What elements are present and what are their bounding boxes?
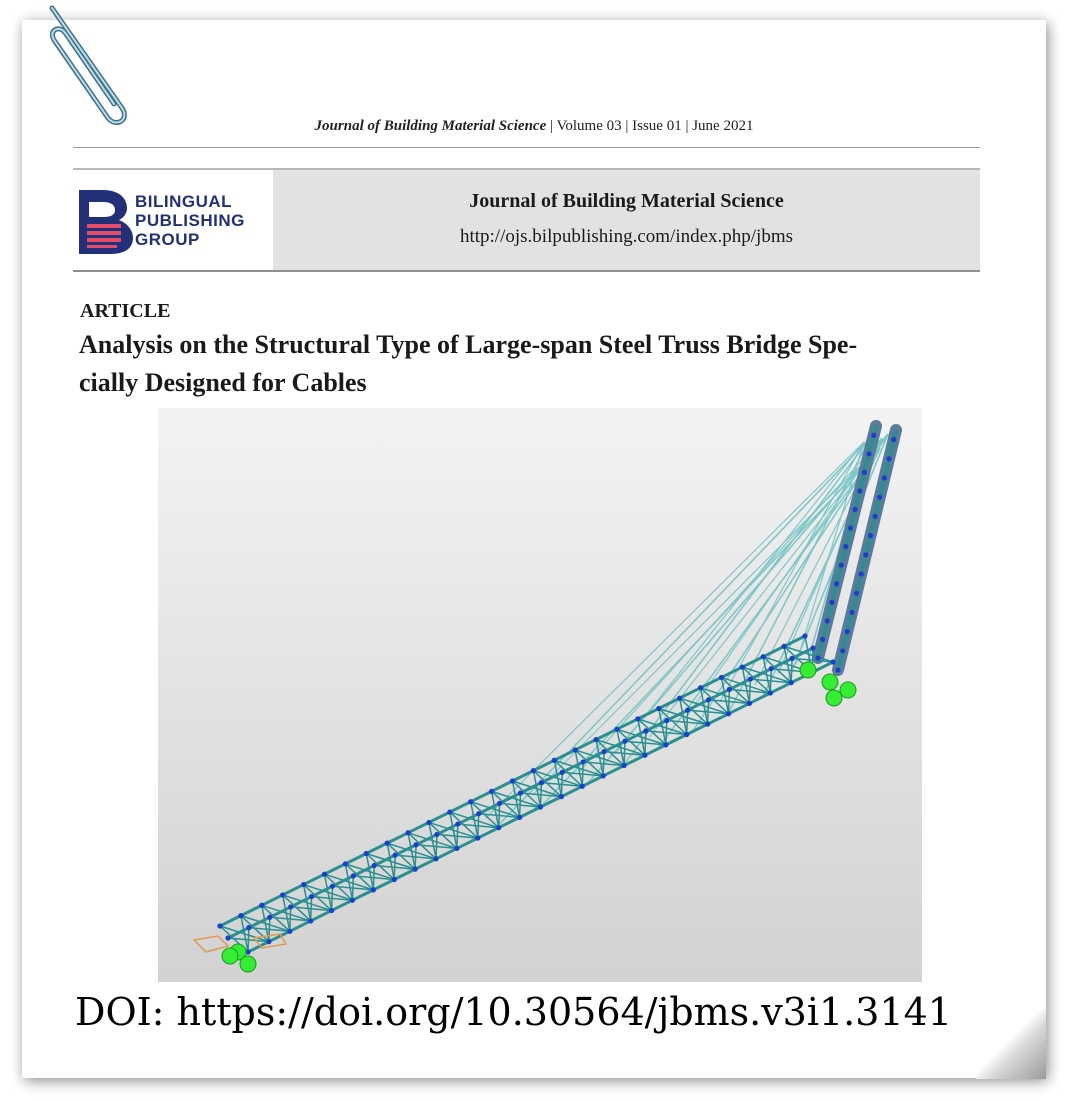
truss-node xyxy=(468,799,473,804)
article-title xyxy=(79,326,979,402)
truss-node xyxy=(454,846,459,851)
truss-diagonal xyxy=(770,669,771,693)
truss-node xyxy=(343,861,348,866)
pylon-node xyxy=(849,610,854,615)
truss-node xyxy=(761,654,766,659)
truss-node xyxy=(309,894,314,899)
truss-node xyxy=(330,884,335,889)
logo-line-1: BILINGUAL xyxy=(135,192,233,211)
truss-node xyxy=(656,706,661,711)
truss-diagonal xyxy=(561,772,562,796)
truss-node xyxy=(614,727,619,732)
truss-node xyxy=(531,768,536,773)
truss-node xyxy=(433,856,438,861)
truss-node xyxy=(790,656,795,661)
truss-diagonal xyxy=(457,824,458,848)
pylon-node xyxy=(839,563,844,568)
truss-node xyxy=(664,718,669,723)
truss-node xyxy=(287,929,292,934)
truss-node xyxy=(225,935,230,940)
truss-node xyxy=(217,923,222,928)
truss-diagonal xyxy=(687,710,688,734)
pylon-node xyxy=(882,475,887,480)
truss-node xyxy=(705,722,710,727)
truss-node xyxy=(266,939,271,944)
journal-url[interactable]: http://ojs.bilpublishing.com/index.php/jbms xyxy=(459,226,794,247)
pylon-node xyxy=(815,655,820,660)
support-node xyxy=(822,674,838,690)
pylon-node xyxy=(862,470,867,475)
support-node xyxy=(222,948,238,964)
truss-node xyxy=(393,853,398,858)
truss-node xyxy=(476,811,481,816)
truss-node xyxy=(621,763,626,768)
truss-node xyxy=(371,887,376,892)
truss-node xyxy=(372,863,377,868)
truss-node xyxy=(727,687,732,692)
truss-node xyxy=(643,728,648,733)
truss-node xyxy=(802,633,807,638)
truss-diagonal xyxy=(352,876,353,900)
truss-node xyxy=(740,664,745,669)
article-title-line-1: Analysis on the Structural Type of Large-span Steel Truss Bridge Spe- xyxy=(79,330,858,359)
support-node xyxy=(240,956,256,972)
truss-node xyxy=(426,820,431,825)
truss-node xyxy=(560,770,565,775)
publisher-logo-mark-icon xyxy=(77,186,137,256)
support-node xyxy=(840,682,856,698)
truss-node xyxy=(559,794,564,799)
truss-diagonal xyxy=(394,855,395,879)
truss-diagonal xyxy=(248,928,249,952)
truss-node xyxy=(706,697,711,702)
truss-node xyxy=(385,841,390,846)
truss-node xyxy=(581,759,586,764)
pylon-node xyxy=(853,507,858,512)
truss-node xyxy=(489,789,494,794)
banner-journal-title: Journal of Building Material Science xyxy=(469,190,784,212)
pylon-node xyxy=(854,591,859,596)
truss-node xyxy=(593,737,598,742)
truss-node xyxy=(475,835,480,840)
pylon-node xyxy=(859,571,864,576)
truss-diagonal xyxy=(436,834,437,858)
truss-node xyxy=(698,685,703,690)
truss-node xyxy=(539,780,544,785)
truss-node xyxy=(768,690,773,695)
pylon-node xyxy=(868,533,873,538)
truss-node xyxy=(259,903,264,908)
pylon-node xyxy=(877,495,882,500)
running-head xyxy=(0,118,1068,135)
truss-node xyxy=(280,892,285,897)
truss-diagonal xyxy=(499,803,500,827)
truss-node xyxy=(726,711,731,716)
truss-node xyxy=(350,898,355,903)
truss-node xyxy=(573,747,578,752)
truss-node xyxy=(552,758,557,763)
truss-node xyxy=(684,732,689,737)
truss-node xyxy=(455,821,460,826)
truss-node xyxy=(246,925,251,930)
truss-node xyxy=(830,659,835,664)
truss-node xyxy=(685,708,690,713)
header-rule xyxy=(73,147,980,148)
logo-line-2: PUBLISHING xyxy=(135,211,245,230)
pylon-node xyxy=(871,433,876,438)
truss-node xyxy=(364,851,369,856)
truss-node xyxy=(413,842,418,847)
truss-diagonal xyxy=(645,731,646,755)
truss-node xyxy=(392,877,397,882)
pylon-node xyxy=(857,488,862,493)
publisher-logo xyxy=(73,170,273,270)
running-head-journal: Journal of Building Material Science xyxy=(314,118,547,134)
truss-node xyxy=(810,645,815,650)
truss-node xyxy=(622,739,627,744)
truss-diagonal xyxy=(729,689,730,713)
truss-diagonal xyxy=(311,897,312,921)
truss-node xyxy=(329,908,334,913)
pylon-node xyxy=(866,451,871,456)
truss-node xyxy=(496,825,501,830)
truss-node xyxy=(405,830,410,835)
pylon-node xyxy=(834,581,839,586)
pylon-node xyxy=(840,648,845,653)
truss-node xyxy=(635,716,640,721)
truss-node xyxy=(497,801,502,806)
pylon-node xyxy=(843,544,848,549)
truss-node xyxy=(434,832,439,837)
truss-diagonal xyxy=(373,866,374,890)
truss-node xyxy=(719,675,724,680)
publisher-logo-text xyxy=(135,192,245,249)
support-node xyxy=(800,662,816,678)
truss-diagonal xyxy=(749,679,750,703)
pylon-node xyxy=(848,525,853,530)
logo-line-3: GROUP xyxy=(135,230,200,249)
truss-node xyxy=(288,904,293,909)
truss-diagonal xyxy=(269,917,270,941)
pylon-node xyxy=(863,552,868,557)
pylon-node xyxy=(835,667,840,672)
pylon-node xyxy=(873,514,878,519)
truss-node xyxy=(642,753,647,758)
truss-node xyxy=(580,784,585,789)
truss-node xyxy=(782,644,787,649)
truss-node xyxy=(789,680,794,685)
paperclip-icon xyxy=(34,0,144,130)
pylon-node xyxy=(825,618,830,623)
truss-diagonal xyxy=(791,658,792,682)
truss-diagonal xyxy=(332,886,333,910)
truss-node xyxy=(351,873,356,878)
pylon-node xyxy=(829,600,834,605)
truss-node xyxy=(447,809,452,814)
support-node xyxy=(826,690,842,706)
truss-node xyxy=(413,867,418,872)
doi-link[interactable]: DOI: https://doi.org/10.30564/jbms.v3i1.3141 xyxy=(73,988,958,1038)
running-head-details: | Volume 03 | Issue 01 | June 2021 xyxy=(546,118,754,134)
article-title-line-2: cially Designed for Cables xyxy=(79,368,367,397)
truss-diagonal xyxy=(520,793,521,817)
truss-node xyxy=(267,915,272,920)
truss-node xyxy=(308,918,313,923)
truss-node xyxy=(538,804,543,809)
pylon-node xyxy=(820,637,825,642)
article-type-label: ARTICLE xyxy=(80,300,171,322)
truss-node xyxy=(517,815,522,820)
truss-node xyxy=(748,676,753,681)
truss-node xyxy=(769,666,774,671)
truss-node xyxy=(322,872,327,877)
truss-diagonal xyxy=(603,752,604,776)
truss-node xyxy=(301,882,306,887)
truss-diagonal xyxy=(541,783,542,807)
pylon-node xyxy=(891,437,896,442)
truss-node xyxy=(677,696,682,701)
truss-diagonal xyxy=(290,907,291,931)
truss-node xyxy=(238,913,243,918)
bridge-model-figure xyxy=(158,408,922,982)
truss-diagonal xyxy=(478,814,479,838)
truss-diagonal xyxy=(415,845,416,869)
truss-node xyxy=(601,773,606,778)
pylon-node xyxy=(845,629,850,634)
truss-node xyxy=(518,790,523,795)
truss-node xyxy=(747,701,752,706)
journal-banner xyxy=(73,168,980,272)
truss-diagonal xyxy=(582,762,583,786)
truss-node xyxy=(601,749,606,754)
truss-node xyxy=(510,778,515,783)
pylon-node xyxy=(886,456,891,461)
truss-diagonal xyxy=(708,700,709,724)
truss-node xyxy=(663,742,668,747)
truss-diagonal xyxy=(666,721,667,745)
figure-background xyxy=(158,408,922,982)
truss-diagonal xyxy=(624,741,625,765)
